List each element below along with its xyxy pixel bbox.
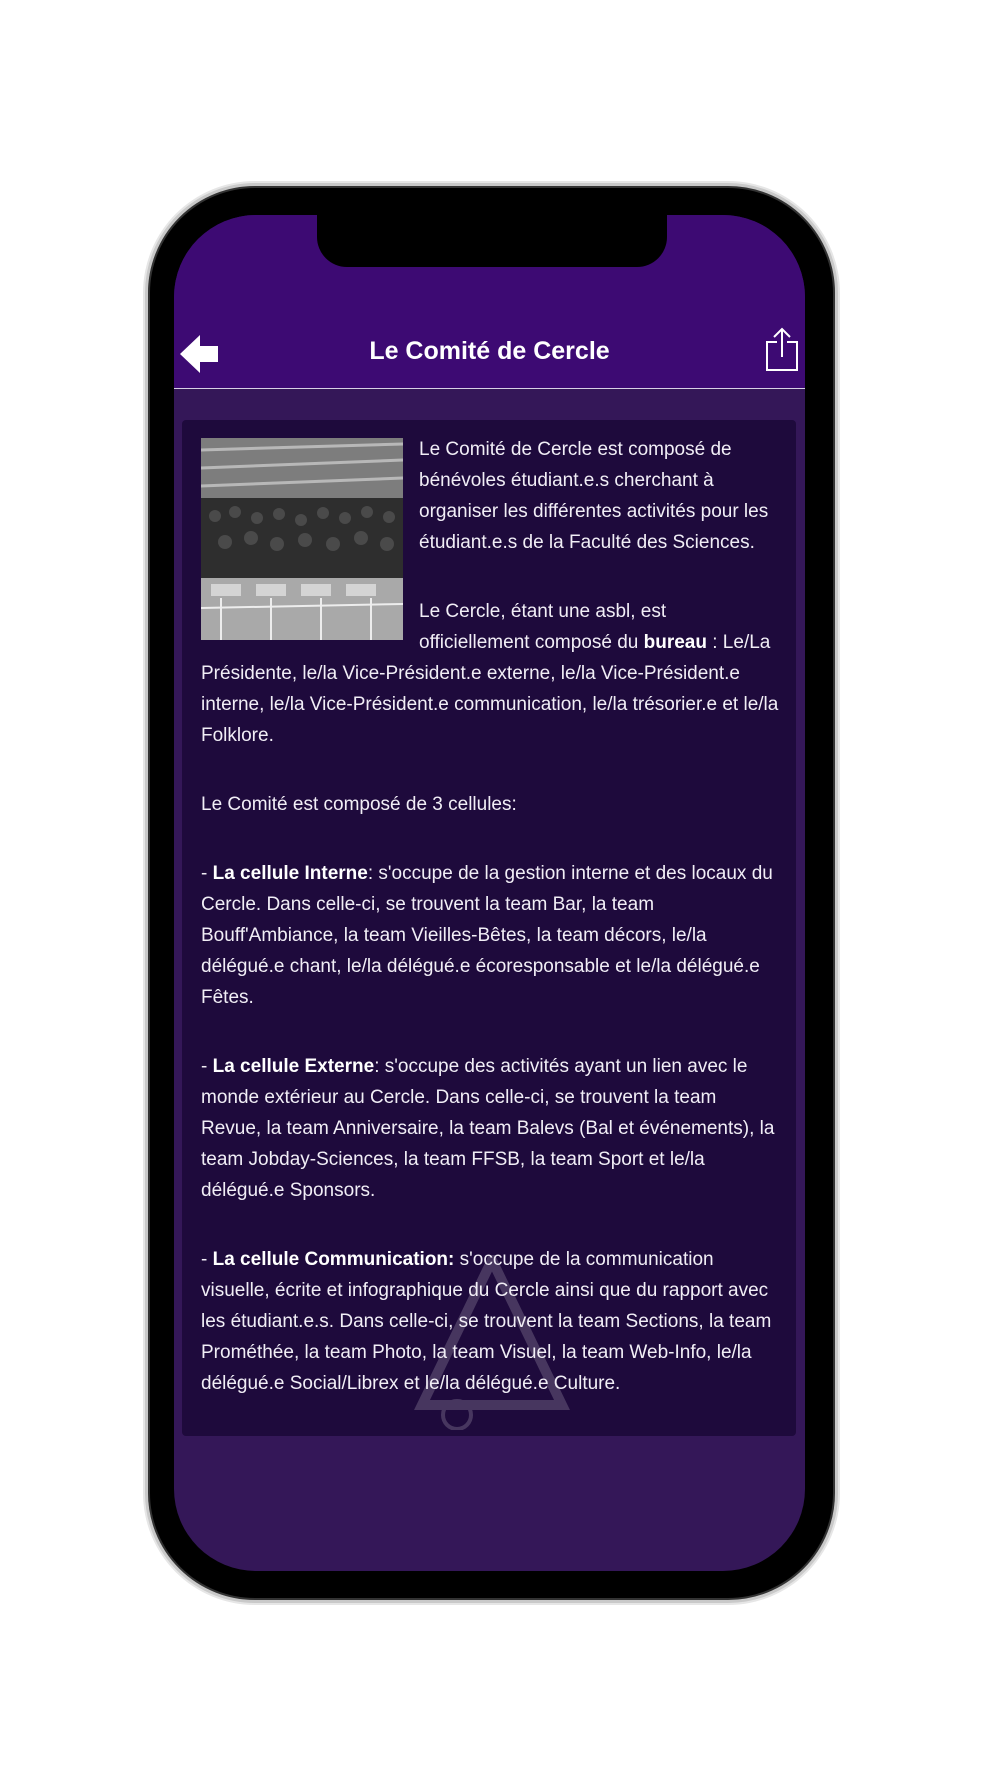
bureau-paragraph: Le Cercle, étant une asbl, est officiellement composé du bureau : Le/La Présidente, le/la Vice-Président.e externe, le/la Vice-Président.e interne, le/la Vice-Président.e communication, le/la trésorier.e et le/la Folklore. <box>201 601 779 746</box>
cell-name: La cellule Interne <box>212 863 368 884</box>
page-title: Le Comité de Cercle <box>369 337 610 365</box>
phone-screen <box>174 215 805 1571</box>
share-button[interactable] <box>764 327 800 373</box>
intro-paragraph: Le Comité de Cercle est composé de bénévoles étudiant.e.s cherchant à organiser les différentes activités pour les étudiant.e.s de la Faculté des Sciences. <box>419 439 769 553</box>
article-body <box>201 434 779 1437</box>
share-icon <box>764 327 800 373</box>
cell-interne-paragraph: - La cellule Interne: s'occupe de la gestion interne et des locaux du Cercle. Dans celle-ci, se trouvent la team Bar, la team Bouff'Ambiance, la team Vieilles-Bêtes, la team décors, le/la délégué.e chant, le/la délégué.e écoresponsable et le/la délégué.e Fêtes. <box>201 863 773 1008</box>
cell-name: La cellule Externe <box>212 1056 375 1077</box>
bureau-label: bureau <box>643 632 707 653</box>
cell-name: La cellule Communication: <box>212 1249 455 1270</box>
group-photo <box>201 438 403 640</box>
cell-externe-paragraph: - La cellule Externe: s'occupe des activités ayant un lien avec le monde extérieur au Cercle. Dans celle-ci, se trouvent la team Revue, la team Anniversaire, la team Balevs (Bal et événements), la team Jobday-Sciences, la team FFSB, la team Sport et le/la délégué.e Sponsors. <box>201 1056 775 1201</box>
phone-notch <box>317 215 667 267</box>
cell-communication-paragraph: - La cellule Communication: s'occupe de la communication visuelle, écrite et infographique du Cercle ainsi que du rapport avec les étudiant.e.s. Dans celle-ci, se trouvent la team Sections, la team Prométhée, la team Photo, la team Visuel, la team Web-Info, le/la délégué.e Social/Librex et le/la délégué.e Culture. <box>201 1249 772 1394</box>
cells-intro-paragraph: Le Comité est composé de 3 cellules: <box>201 794 517 815</box>
content-card <box>182 420 796 1436</box>
